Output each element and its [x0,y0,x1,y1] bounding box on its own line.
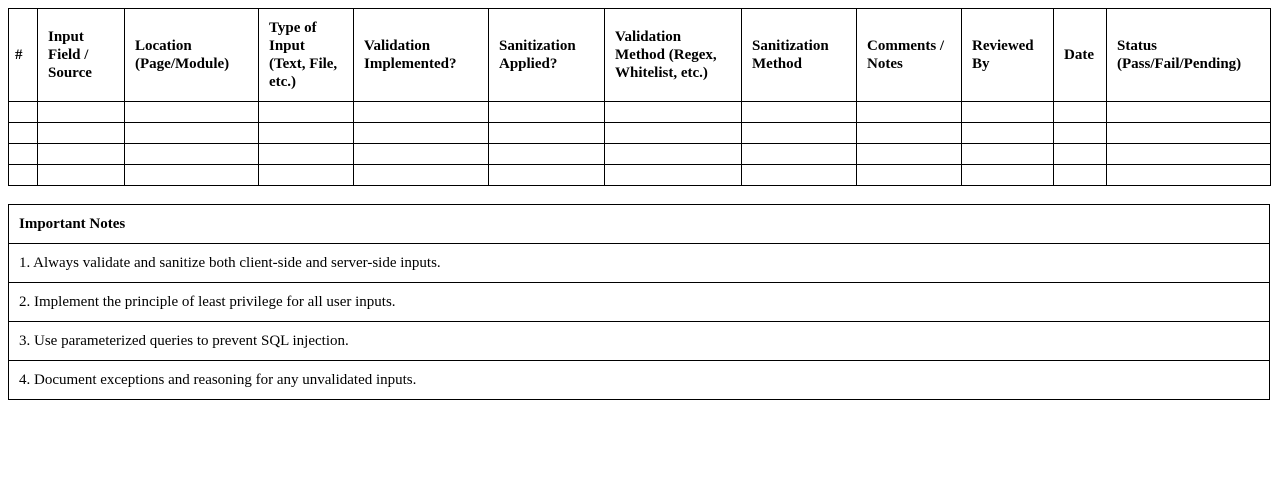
table-cell[interactable] [742,123,857,144]
column-header-reviewed-by: Reviewed By [962,9,1054,102]
table-cell[interactable] [489,165,605,186]
note-item: 1. Always validate and sanitize both client-side and server-side inputs. [9,244,1270,283]
table-cell[interactable] [125,165,259,186]
validation-checklist-table [8,8,1271,186]
table-cell[interactable] [259,165,354,186]
table-cell[interactable] [962,165,1054,186]
checklist-body [9,102,1271,186]
table-cell[interactable] [38,144,125,165]
table-cell[interactable] [354,123,489,144]
table-cell[interactable] [489,144,605,165]
column-header-number: # [9,9,38,102]
table-cell[interactable] [962,123,1054,144]
table-cell[interactable] [9,123,38,144]
note-row [9,361,1270,400]
table-row [9,144,1271,165]
table-header-row [9,9,1271,102]
note-row [9,322,1270,361]
table-cell[interactable] [1107,123,1271,144]
table-cell[interactable] [354,144,489,165]
table-cell[interactable] [1107,102,1271,123]
table-cell[interactable] [354,102,489,123]
table-cell[interactable] [962,102,1054,123]
table-cell[interactable] [125,123,259,144]
table-cell[interactable] [962,144,1054,165]
notes-title-row [9,205,1270,244]
note-row [9,283,1270,322]
note-item: 2. Implement the principle of least privilege for all user inputs. [9,283,1270,322]
important-notes-table [8,204,1270,400]
column-header-status: Status (Pass/Fail/Pending) [1107,9,1271,102]
table-cell[interactable] [9,144,38,165]
table-cell[interactable] [605,165,742,186]
table-cell[interactable] [1107,165,1271,186]
column-header-location: Location (Page/Module) [125,9,259,102]
note-row [9,244,1270,283]
table-cell[interactable] [605,123,742,144]
table-cell[interactable] [857,144,962,165]
table-cell[interactable] [857,165,962,186]
table-cell[interactable] [9,165,38,186]
table-cell[interactable] [742,102,857,123]
table-cell[interactable] [857,123,962,144]
column-header-sanitization-applied: Sanitization Applied? [489,9,605,102]
table-cell[interactable] [1054,144,1107,165]
note-item: 3. Use parameterized queries to prevent SQL injection. [9,322,1270,361]
column-header-validation-implemented: Validation Implemented? [354,9,489,102]
table-cell[interactable] [125,102,259,123]
document [8,8,1270,400]
table-cell[interactable] [1054,102,1107,123]
table-cell[interactable] [742,144,857,165]
table-cell[interactable] [9,102,38,123]
table-cell[interactable] [1054,123,1107,144]
column-header-input-type: Type of Input (Text, File, etc.) [259,9,354,102]
table-cell[interactable] [259,144,354,165]
table-cell[interactable] [489,123,605,144]
column-header-sanitization-method: Sanitization Method [742,9,857,102]
table-row [9,102,1271,123]
table-cell[interactable] [489,102,605,123]
column-header-input-field: Input Field / Source [38,9,125,102]
table-cell[interactable] [259,123,354,144]
table-cell[interactable] [125,144,259,165]
table-cell[interactable] [354,165,489,186]
column-header-validation-method: Validation Method (Regex, Whitelist, etc.) [605,9,742,102]
table-cell[interactable] [742,165,857,186]
column-header-comments: Comments / Notes [857,9,962,102]
notes-title: Important Notes [9,205,1270,244]
table-cell[interactable] [1107,144,1271,165]
table-row [9,123,1271,144]
table-cell[interactable] [259,102,354,123]
table-cell[interactable] [605,102,742,123]
table-cell[interactable] [38,123,125,144]
table-cell[interactable] [38,165,125,186]
table-cell[interactable] [38,102,125,123]
table-cell[interactable] [1054,165,1107,186]
table-cell[interactable] [857,102,962,123]
table-row [9,165,1271,186]
column-header-date: Date [1054,9,1107,102]
note-item: 4. Document exceptions and reasoning for any unvalidated inputs. [9,361,1270,400]
table-cell[interactable] [605,144,742,165]
